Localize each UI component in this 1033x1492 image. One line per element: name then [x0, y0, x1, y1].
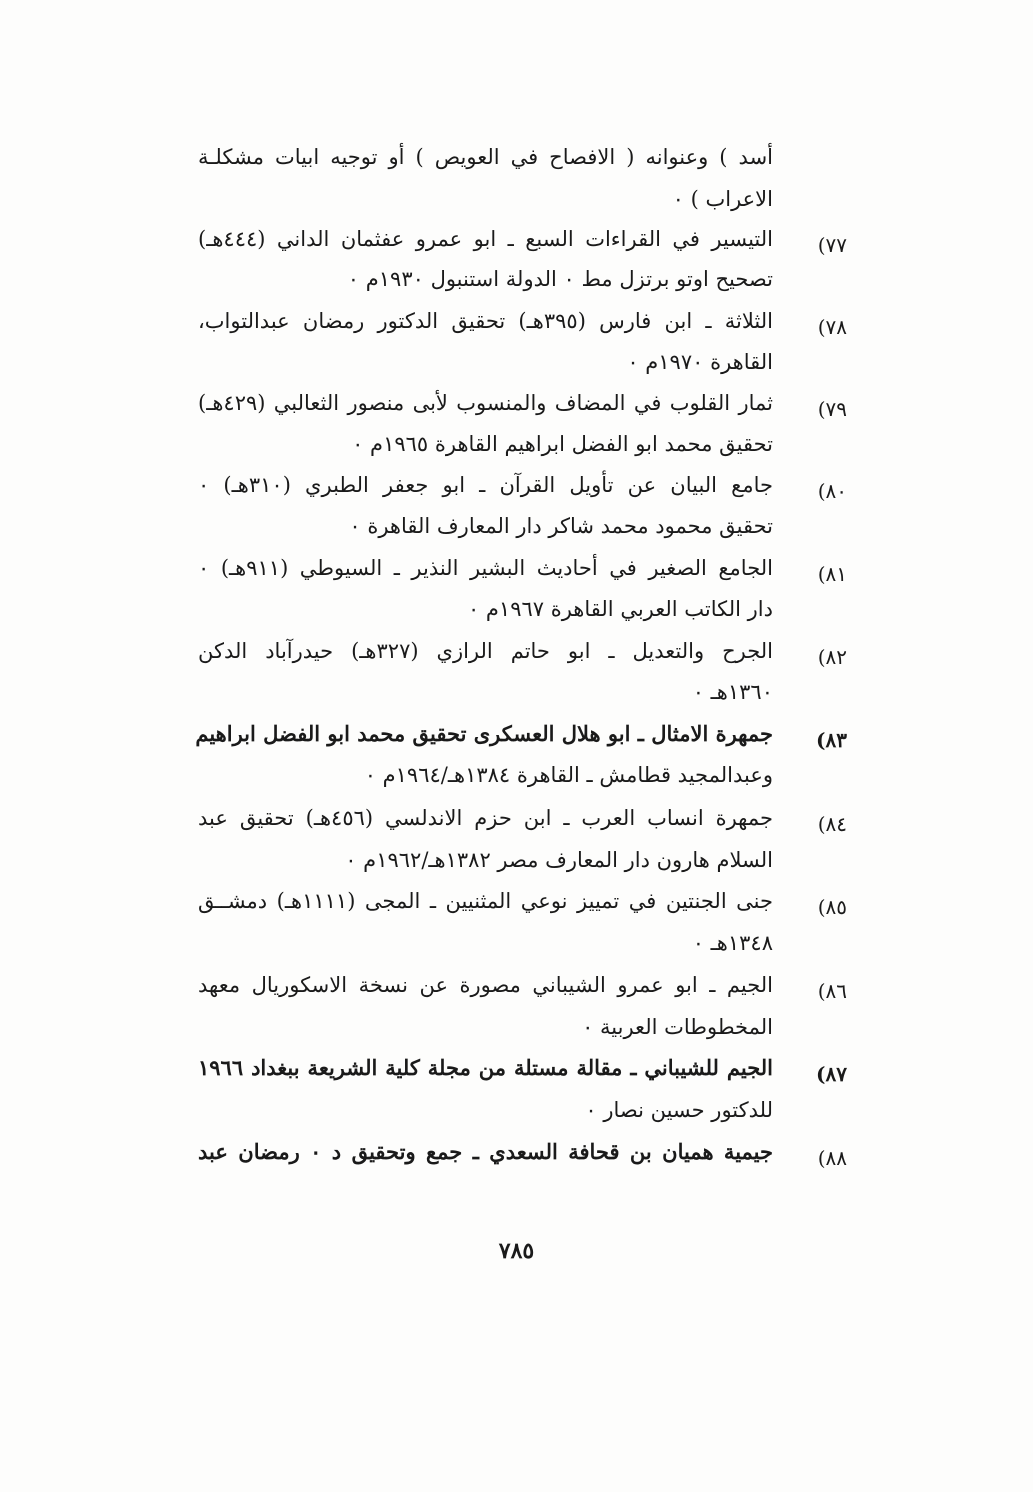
entry-line-2: ١٣٦٠هـ ٠ — [692, 680, 773, 704]
entry-line-2: تحقيق محمود محمد شاكر دار المعارف القاهرة ٠ — [349, 514, 773, 538]
intro-line-1: أسد ) وعنوانه ( الافصاح في العويص ) أو توجيه ابيات مشكلـة — [198, 145, 773, 169]
intro-line-2: الاعراب ) ٠ — [672, 187, 773, 211]
page-number: ٧٨٥ — [498, 1238, 535, 1264]
entry-number: ٨٥) — [817, 895, 847, 919]
entry-line-1: جامع البيان عن تأويل القرآن ـ ابو جعفر الطبري (٣١٠هـ) ٠ — [198, 473, 773, 497]
entry-line-1: جنى الجنتين في تمييز نوعي المثنيين ـ المجى (١١١١هـ) دمشــق — [198, 889, 773, 913]
entry-line-1: الجرح والتعديل ـ ابو حاتم الرازي (٣٢٧هـ) حيدرآباد الدكن — [198, 639, 774, 663]
entry-line-1: جمهرة انساب العرب ـ ابن حزم الاندلسي (٤٥٦هـ) تحقيق عبد — [198, 806, 773, 830]
entry-line-2: تحقيق محمد ابو الفضل ابراهيم القاهرة ١٩٦٥م ٠ — [352, 432, 773, 456]
entry-line-1: جمهرة الامثال ـ ابو هلال العسكرى تحقيق محمد ابو الفضل ابراهيم — [195, 721, 773, 746]
entry-line-1: الجيم ـ ابو عمرو الشيباني مصورة عن نسخة الاسكوريال معهد — [198, 973, 773, 997]
entry-number: ٨٨) — [817, 1146, 847, 1170]
entry-number: ٧٧) — [817, 233, 847, 257]
entry-number: ٧٨) — [817, 315, 847, 339]
entry-line-1: جيمية هميان بن قحافة السعدي ـ جمع وتحقيق د ٠ رمضان عبد — [198, 1139, 773, 1164]
entry-line-2: للدكتور حسين نصار ٠ — [585, 1098, 773, 1122]
entry-line-2: السلام هارون دار المعارف مصر ١٣٨٢هـ/١٩٦٢م ٠ — [345, 848, 773, 872]
entry-number: ٨٤) — [817, 812, 847, 836]
entry-line-2: تصحيح اوتو برتزل مط ٠ الدولة استنبول ١٩٣٠م ٠ — [347, 267, 773, 291]
entry-line-2: المخطوطات العربية ٠ — [582, 1015, 773, 1039]
entry-number: ٨٠) — [817, 479, 847, 503]
entry-line-2: ١٣٤٨هـ ٠ — [692, 931, 773, 955]
entry-line-1: الثلاثة ـ ابن فارس (٣٩٥هـ) تحقيق الدكتور رمضان عبدالتواب، — [198, 309, 773, 333]
entry-line-1: الجامع الصغير في أحاديث البشير النذير ـ السيوطي (٩١١هـ) ٠ — [198, 556, 773, 580]
entry-line-2: دار الكاتب العربي القاهرة ١٩٦٧م ٠ — [467, 597, 773, 621]
entry-number: ٨٧) — [816, 1062, 847, 1086]
entry-line-1: التيسير في القراءات السبع ـ ابو عمرو عفثمان الداني (٤٤٤هـ) — [198, 227, 773, 251]
entry-number: ٨٦) — [817, 979, 847, 1003]
entry-number: ٧٩) — [817, 397, 847, 421]
entry-line-2: القاهرة ١٩٧٠م ٠ — [627, 350, 773, 374]
entry-line-1: الجيم للشيباني ـ مقالة مستلة من مجلة كلية الشريعة ببغداد ١٩٦٦ — [198, 1055, 773, 1080]
entry-number: ٨٢) — [817, 645, 847, 669]
entry-number: ٨١) — [817, 562, 847, 586]
entry-number: ٨٣) — [816, 728, 847, 752]
entry-line-2: وعبدالمجيد قطامش ـ القاهرة ١٣٨٤هـ/١٩٦٤م ٠ — [364, 763, 773, 787]
entry-line-1: ثمار القلوب في المضاف والمنسوب لأبى منصور الثعالبي (٤٢٩هـ) — [198, 391, 773, 415]
